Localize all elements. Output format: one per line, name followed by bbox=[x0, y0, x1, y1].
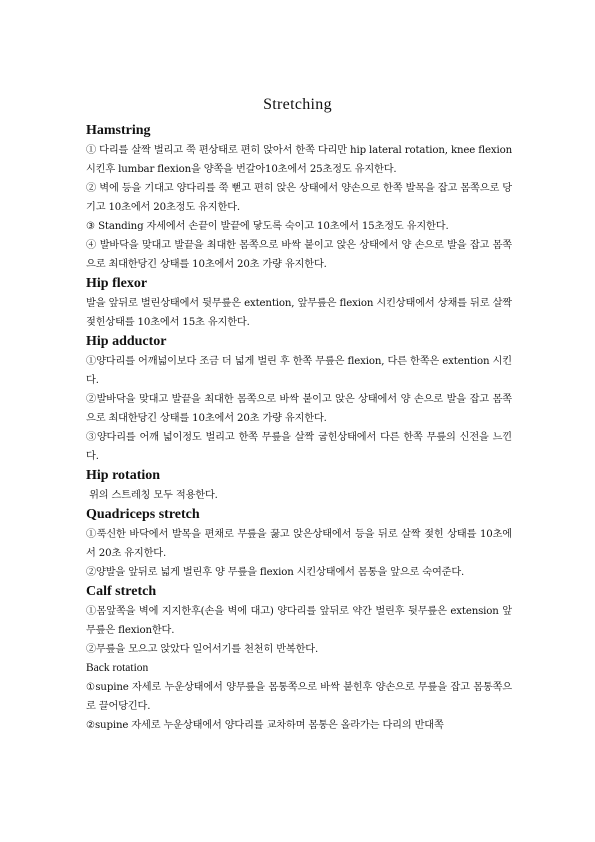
section-calf-stretch bbox=[86, 582, 512, 659]
paragraph: ① 다리를 살짝 벌리고 쭉 편상태로 편히 앉아서 한쪽 다리만 hip lateral rotation, knee flexion 시킨후 lumbar flexion을 양쪽을 번갈아10초에서 25초정도 유지한다. bbox=[86, 145, 512, 175]
paragraph: 위의 스트레칭 모두 적용한다. bbox=[86, 490, 218, 501]
section-heading: Hip rotation bbox=[86, 468, 161, 483]
section-heading: Calf stretch bbox=[86, 584, 157, 599]
section-hamstring bbox=[86, 121, 512, 274]
paragraph: ②supine 자세로 누운상태에서 양다리를 교차하며 몸통은 올라가는 다리의 반대쪽 bbox=[86, 720, 444, 731]
section-heading: Hip adductor bbox=[86, 334, 167, 349]
paragraph: 발을 앞뒤로 벌린상태에서 뒷무릎은 extention, 앞무릎은 flexion 시킨상태에서 상채를 뒤로 살짝 젖힌상태를 10초에서 15초 유지한다. bbox=[86, 298, 512, 328]
paragraph: ②무릎을 모으고 앉았다 일어서기를 천천히 반복한다. bbox=[86, 644, 319, 655]
section-hip-rotation bbox=[86, 466, 512, 505]
section-hip-flexor bbox=[86, 274, 512, 332]
paragraph: ③양다리를 어깨 넓이정도 벌리고 한쪽 무릎을 살짝 굽힌상태에서 다른 한쪽 무릎의 신전을 느낀다. bbox=[86, 432, 512, 462]
paragraph: ②발바닥을 맞대고 발끝을 최대한 몸쪽으로 바싹 붙이고 앉은 상태에서 양 손으로 발을 잡고 몸쪽으로 최대한당긴 상태를 10초에서 20초 가량 유지한다. bbox=[86, 394, 512, 424]
section-heading: Back rotation bbox=[86, 662, 149, 674]
paragraph: ② 벽에 등을 기대고 양다리를 쭉 뻗고 편히 앉은 상태에서 양손으로 한쪽 발목을 잡고 몸쪽으로 당기고 10초에서 20초정도 유지한다. bbox=[86, 183, 512, 213]
paragraph: ①양다리를 어깨넓이보다 조금 더 넓게 벌린 후 한쪽 무릎은 flexion, 다른 한쪽은 extention 시킨다. bbox=[86, 356, 512, 386]
document-body bbox=[86, 121, 512, 735]
section-quadriceps-stretch bbox=[86, 505, 512, 582]
paragraph: ①supine 자세로 누운상태에서 양무릎을 몸통쪽으로 바싹 붙힌후 양손으로 무릎을 잡고 몸통쪽으로 끌어당긴다. bbox=[86, 682, 512, 712]
section-hip-adductor bbox=[86, 332, 512, 466]
paragraph: ④ 발바닥을 맞대고 발끝을 최대한 몸쪽으로 바싹 붙이고 앉은 상태에서 양 손으로 발을 잡고 몸쪽으로 최대한당긴 상태를 10초에서 20초 가량 유지한다. bbox=[86, 240, 512, 270]
section-heading: Quadriceps stretch bbox=[86, 507, 200, 522]
section-back-rotation bbox=[86, 659, 512, 735]
paragraph: ③ Standing 자세에서 손끝이 발끝에 닿도록 숙이고 10초에서 15초정도 유지한다. bbox=[86, 221, 449, 232]
section-heading: Hamstring bbox=[86, 123, 151, 138]
paragraph: ①몸앞쪽을 벽에 지지한후(손을 벽에 대고) 양다리를 앞뒤로 약간 벌린후 뒷무릎은 extension 앞무릎은 flexion한다. bbox=[86, 606, 512, 636]
section-heading: Hip flexor bbox=[86, 276, 148, 291]
paragraph: ②양발을 앞뒤로 넓게 벌린후 양 무릎을 flexion 시킨상태에서 몸통을 앞으로 숙여준다. bbox=[86, 567, 465, 578]
page-title: Stretching bbox=[263, 96, 332, 113]
paragraph: ①푹신한 바닥에서 발목을 편채로 무릎을 꿇고 앉은상태에서 등을 뒤로 살짝 젖힌 상태를 10초에서 20초 유지한다. bbox=[86, 529, 512, 559]
